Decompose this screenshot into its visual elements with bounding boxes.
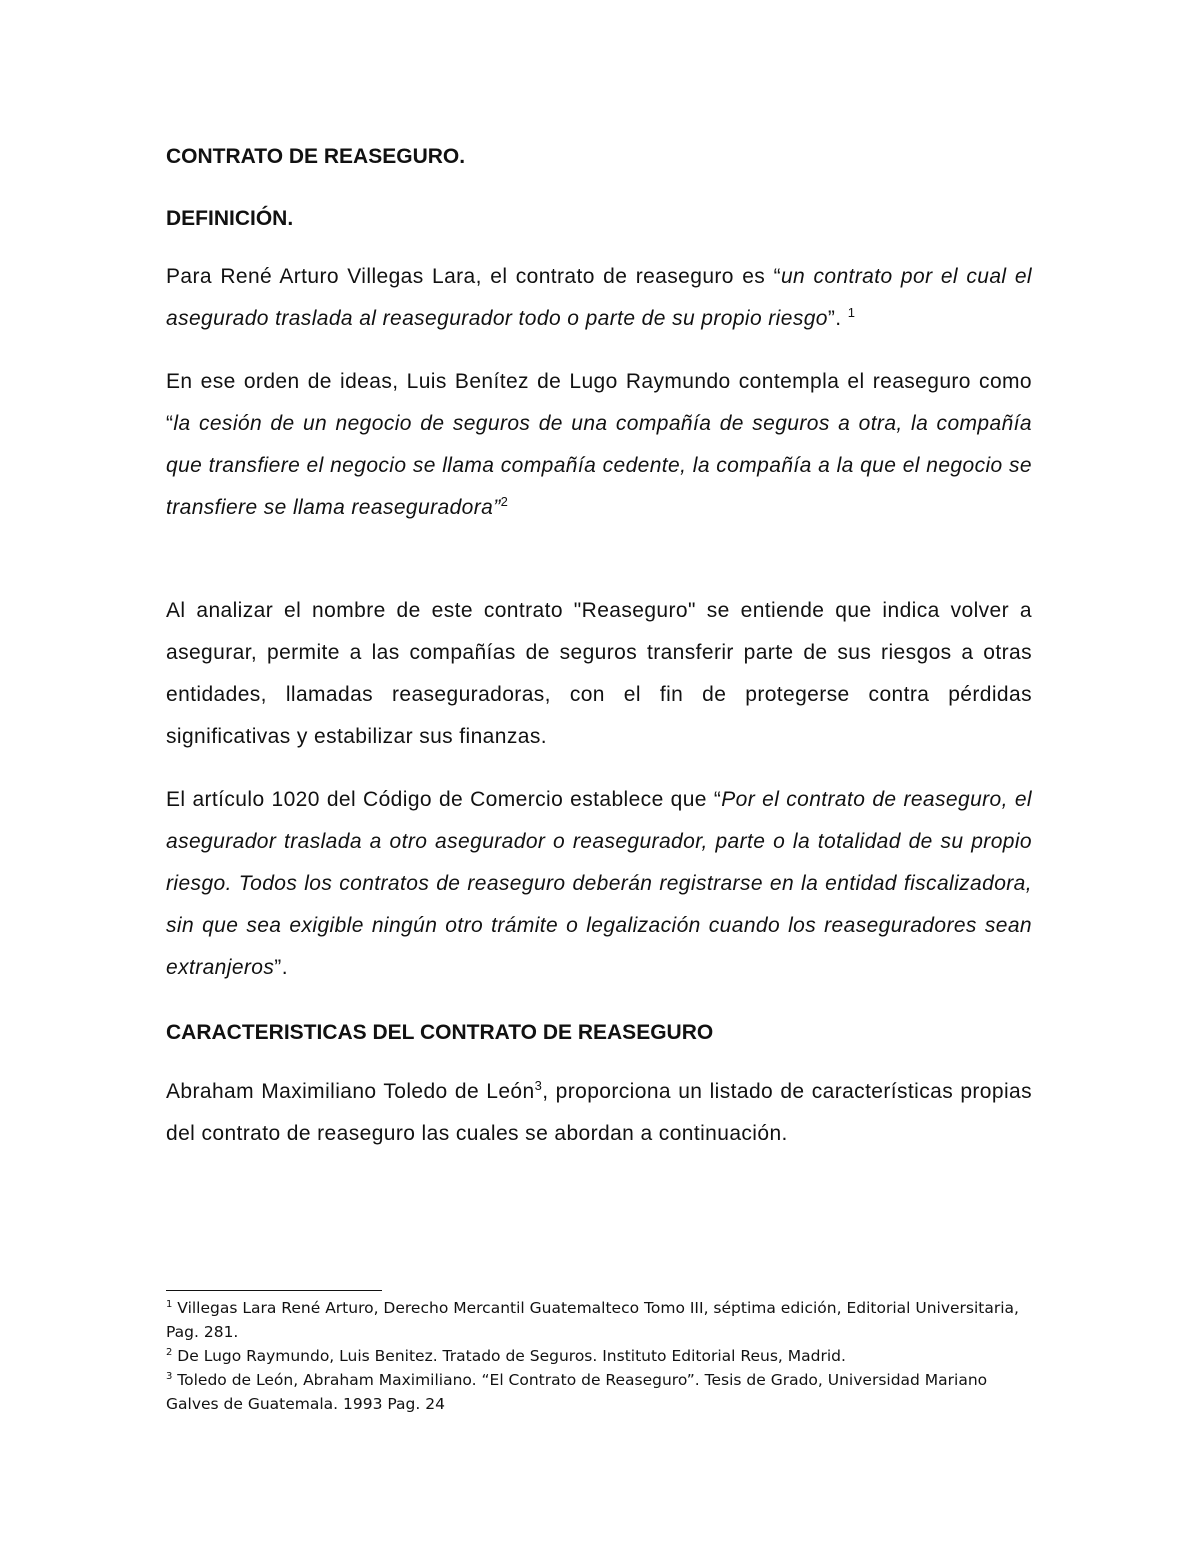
footnote-2: $^2$ De Lugo Raymundo, Luis Benitez. Tratado de Seguros. Instituto Editorial Reus, Madrid. — [166, 1346, 846, 1365]
quote-articulo-1020: Por el contrato de reaseguro, el asegurador traslada a otro asegurador o reasegurador, parte o la totalidad de su propio riesgo. Todos los contratos de reaseguro deberán registrarse en la entidad fiscalizadora, sin que sea exigible ningún otro trámite o legalización cuando los reaseguradores sean extranjeros — [166, 788, 1032, 979]
paragraph-reaseguro-nombre: Al analizar el nombre de este contrato "Reaseguro" se entiende que indica volver a asegurar, permite a las compañías de seguros transferir parte de sus riesgos a otras entidades, llamadas reaseguradoras, con el fin de protegerse contra pérdidas significativas y estabilizar sus finanzas. — [166, 599, 1032, 748]
footnote-ref-3: 3 — [534, 1078, 543, 1093]
footnote-separator — [166, 1290, 382, 1291]
footnote-3: $^3$ Toledo de León, Abraham Maximiliano. “El Contrato de Reaseguro”. Tesis de Grado, Universidad Mariano Galves de Guatemala. 1993 Pag. 24 — [166, 1370, 988, 1413]
section-heading-definicion: DEFINICIÓN. — [166, 207, 294, 230]
footnote-ref-1: 1 — [847, 305, 856, 320]
document-title: CONTRATO DE REASEGURO. — [166, 145, 466, 168]
section-heading-caracteristicas: CARACTERISTICAS DEL CONTRATO DE REASEGURO — [166, 1021, 714, 1044]
footnotes — [166, 1296, 1032, 1416]
paragraph-articulo-1020: El artículo 1020 del Código de Comercio establece que “Por el contrato de reaseguro, el asegurador traslada a otro asegurador o reasegurador, parte o la totalidad de su propio riesgo. Todos los contratos de reaseguro deberán registrarse en la entidad fiscalizadora, sin que sea exigible ningún otro trámite o legalización cuando los reaseguradores sean extranjeros”. — [166, 788, 1032, 979]
footnote-ref-2: 2 — [500, 494, 509, 509]
paragraph-toledo: Abraham Maximiliano Toledo de León$^3$, proporciona un listado de características propias del contrato de reaseguro las cuales se abordan a continuación. — [166, 1078, 1032, 1145]
quote-villegas: un contrato por el cual el asegurado traslada al reasegurador todo o parte de su propio riesgo — [166, 265, 1032, 330]
footnote-1: $^1$ Villegas Lara René Arturo, Derecho Mercantil Guatemalteco Tomo III, séptima edición, Editorial Universitaria, Pag. 281. — [166, 1298, 1019, 1341]
paragraph-villegas: Para René Arturo Villegas Lara, el contrato de reaseguro es “un contrato por el cual el asegurado traslada al reasegurador todo o parte de su propio riesgo”. $^1$ — [166, 265, 1032, 330]
quote-benitez: la cesión de un negocio de seguros de una compañía de seguros a otra, la compañía que transfiere el negocio se llama compañía cedente, la compañía a la que el negocio se transfiere se llama reaseguradora — [166, 412, 1032, 519]
paragraph-benitez: En ese orden de ideas, Luis Benítez de Lugo Raymundo contempla el reaseguro como “la cesión de un negocio de seguros de una compañía de seguros a otra, la compañía que transfiere el negocio se llama compañía cedente, la compañía a la que el negocio se transfiere se llama reaseguradora”$^2$ — [166, 370, 1032, 519]
